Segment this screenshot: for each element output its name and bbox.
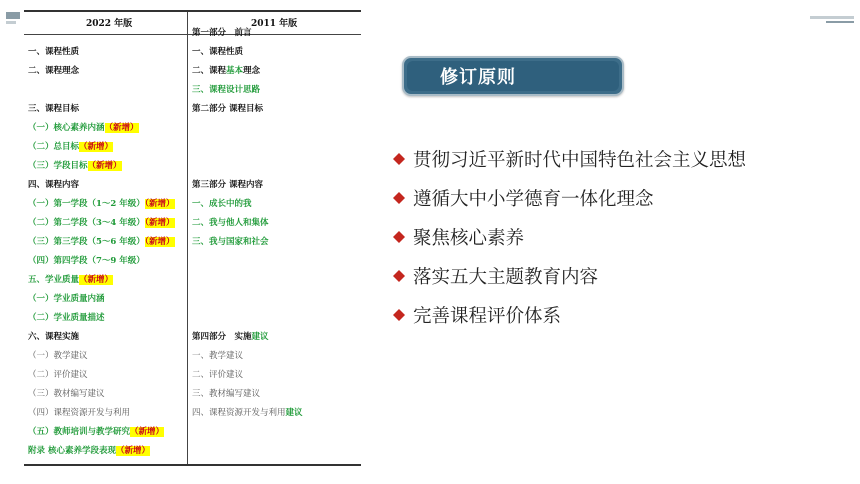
table-cell: 附录 核心素养学段表现（新增）: [28, 446, 150, 456]
table-cell: 四、课程内容: [28, 180, 80, 190]
table-cell: 一、教学建议: [192, 351, 244, 361]
table-cell: （一）教学建议: [28, 351, 88, 361]
table-cell: （四）第四学段（7～9 年级）: [28, 256, 145, 266]
table-cell: （二）学业质量描述: [28, 313, 105, 323]
header-2022: 2022 年版: [86, 19, 133, 29]
list-item: 遵循大中小学德育一体化理念: [393, 178, 746, 217]
comparison-table: [24, 10, 361, 466]
table-cell: （五）教师培训与教学研究（新增）: [28, 427, 165, 437]
table-cell: （三）教材编写建议: [28, 389, 105, 399]
table-cell: 三、课程设计思路: [192, 85, 261, 95]
table-cell: 第一部分 前言: [192, 28, 252, 38]
header-2011: 2011 年版: [251, 19, 298, 29]
table-cell: 二、课程理念: [28, 66, 80, 76]
diamond-bullet-icon: [393, 231, 405, 243]
new-tag: （新增）: [144, 237, 175, 247]
table-cell: 二、课程基本理念: [192, 66, 261, 76]
table-cell: 一、课程性质: [28, 47, 80, 57]
list-item: 聚焦核心素养: [393, 217, 746, 256]
corner-decoration: [6, 21, 16, 24]
table-cell: 第四部分 实施建议: [192, 332, 269, 342]
table-cell: 第三部分 课程内容: [192, 180, 263, 190]
table-cell: 一、成长中的我: [192, 199, 252, 209]
section-title: 修订原则: [440, 67, 516, 88]
section-badge: [402, 56, 624, 96]
diamond-bullet-icon: [393, 270, 405, 282]
new-tag: （新增）: [130, 427, 165, 437]
table-cell: 二、我与他人和集体: [192, 218, 269, 228]
table-cell: （一）学业质量内涵: [28, 294, 105, 304]
table-cell: 三、教材编写建议: [192, 389, 261, 399]
list-item: 落实五大主题教育内容: [393, 256, 746, 295]
new-tag: （新增）: [115, 446, 150, 456]
list-item: 贯彻习近平新时代中国特色社会主义思想: [393, 139, 746, 178]
table-cell: 一、课程性质: [192, 47, 244, 57]
table-cell: 六、课程实施: [28, 332, 80, 342]
corner-decoration: [6, 12, 20, 19]
list-item: 完善课程评价体系: [393, 295, 746, 334]
table-cell: 四、课程资源开发与利用建议: [192, 408, 303, 418]
diamond-bullet-icon: [393, 153, 405, 165]
corner-decoration: [826, 21, 854, 23]
new-tag: （新增）: [104, 123, 139, 133]
principles-list: [393, 139, 746, 334]
new-tag: （新增）: [79, 142, 114, 152]
table-cell: 二、评价建议: [192, 370, 244, 380]
table-cell: 三、课程目标: [28, 104, 80, 114]
table-cell: （一）核心素养内涵（新增）: [28, 123, 139, 133]
table-cell: （二）评价建议: [28, 370, 88, 380]
column-divider: [187, 12, 188, 464]
diamond-bullet-icon: [393, 309, 405, 321]
table-cell: （二）总目标（新增）: [28, 142, 114, 152]
corner-decoration: [810, 16, 854, 19]
table-cell: （一）第一学段（1～2 年级）（新增）: [28, 199, 175, 209]
new-tag: （新增）: [87, 161, 122, 171]
diamond-bullet-icon: [393, 192, 405, 204]
table-cell: 第二部分 课程目标: [192, 104, 263, 114]
new-tag: （新增）: [144, 199, 175, 209]
new-tag: （新增）: [79, 275, 114, 285]
new-tag: （新增）: [144, 218, 175, 228]
table-cell: （四）课程资源开发与利用: [28, 408, 131, 418]
table-cell: 三、我与国家和社会: [192, 237, 269, 247]
table-cell: （二）第二学段（3～4 年级）（新增）: [28, 218, 175, 228]
table-cell: 五、学业质量（新增）: [28, 275, 114, 285]
table-cell: （三）第三学段（5～6 年级）（新增）: [28, 237, 175, 247]
table-cell: （三）学段目标（新增）: [28, 161, 122, 171]
